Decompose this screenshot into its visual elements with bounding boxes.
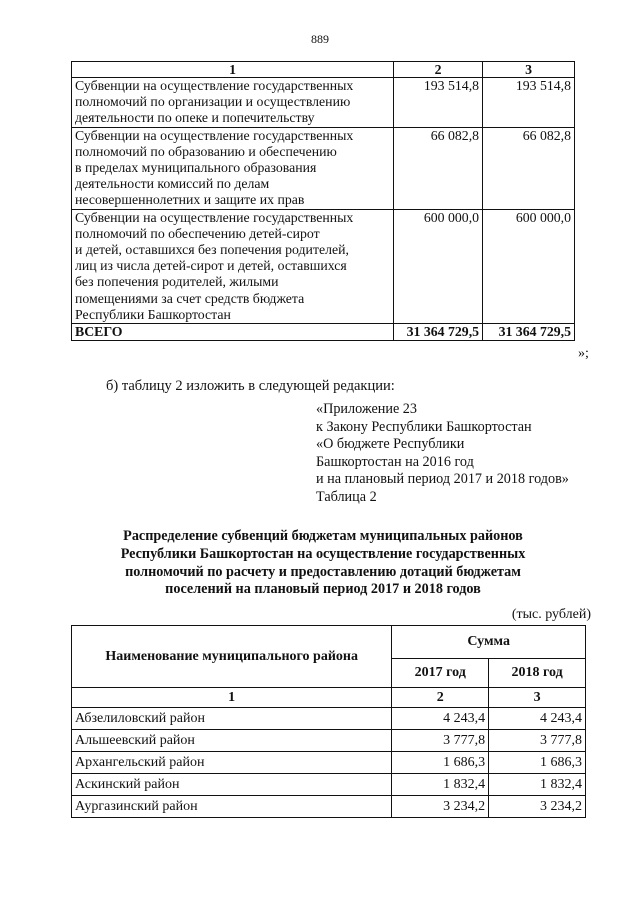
column-index-row: 1 2 3 — [72, 688, 586, 708]
value-2018: 3 777,8 — [489, 730, 586, 752]
amendment-paragraph: б) таблицу 2 изложить в следующей редакции: — [106, 378, 395, 394]
appendix-reference: «Приложение 23 к Закону Республики Башкортостан «О бюджете Республики Башкортостан на 2016 год и на плановый период 2017 и 2018 годов» Таблица 2 — [316, 401, 569, 505]
value-2018: 193 514,8 — [483, 78, 575, 128]
header-sum: Сумма — [392, 626, 586, 659]
page-number: 889 — [311, 32, 329, 46]
table-row — [72, 796, 586, 818]
row-name: Субвенции на осуществление государственных полномочий по организации и осуществлению деятельности по опеке и попечительству — [72, 78, 394, 128]
district-name: Аскинский район — [72, 774, 392, 796]
table1-header-row — [72, 62, 575, 78]
total-2018: 31 364 729,5 — [483, 324, 575, 341]
table2-title: Распределение субвенций бюджетам муниципальных районов Республики Башкортостан на осуществление государственных полномочий по расчету и предоставлению дотаций бюджетам поселений на плановый период 2017 и 2018 годов — [120, 528, 526, 598]
closing-quote: »; — [578, 346, 589, 361]
row-name: Субвенции на осуществление государственных полномочий по обеспечению детей-сирот и детей, оставшихся без попечения родителей, лиц из числа детей-сирот и детей, оставшихся без попечения родителей, жилыми помещениями за счет средств бюджета Республики Башкортостан — [72, 209, 394, 323]
header-2018: 2018 год — [489, 659, 586, 688]
value-2018: 3 234,2 — [489, 796, 586, 818]
value-2017: 3 777,8 — [392, 730, 489, 752]
value-2017: 4 243,4 — [392, 708, 489, 730]
value-2017: 600 000,0 — [394, 209, 483, 323]
value-2017: 193 514,8 — [394, 78, 483, 128]
value-2018: 4 243,4 — [489, 708, 586, 730]
value-2017: 1 686,3 — [392, 752, 489, 774]
table1-col-3: 3 — [483, 62, 575, 78]
district-name: Альшеевский район — [72, 730, 392, 752]
subventions-by-district-table — [71, 625, 586, 818]
subventions-table-continued — [71, 61, 575, 341]
table-row — [72, 774, 586, 796]
district-name: Аургазинский район — [72, 796, 392, 818]
header-2017: 2017 год — [392, 659, 489, 688]
table-row — [72, 127, 575, 209]
table-row — [72, 209, 575, 323]
value-2018: 66 082,8 — [483, 127, 575, 209]
table-row — [72, 730, 586, 752]
value-2017: 3 234,2 — [392, 796, 489, 818]
table-row — [72, 752, 586, 774]
table-row — [72, 708, 586, 730]
total-label: ВСЕГО — [72, 324, 394, 341]
value-2017: 1 832,4 — [392, 774, 489, 796]
row-name: Субвенции на осуществление государственных полномочий по образованию и обеспечению в пределах муниципального образования деятельности комиссий по делам несовершеннолетних и защите их прав — [72, 127, 394, 209]
value-2017: 66 082,8 — [394, 127, 483, 209]
value-2018: 1 832,4 — [489, 774, 586, 796]
table1-col-1: 1 — [72, 62, 394, 78]
value-2018: 600 000,0 — [483, 209, 575, 323]
district-name: Абзелиловский район — [72, 708, 392, 730]
table1-col-2: 2 — [394, 62, 483, 78]
total-2017: 31 364 729,5 — [394, 324, 483, 341]
header-district-name: Наименование муниципального района — [72, 626, 392, 688]
units-label: (тыс. рублей) — [511, 607, 591, 622]
value-2018: 1 686,3 — [489, 752, 586, 774]
table-row — [72, 78, 575, 128]
district-name: Архангельский район — [72, 752, 392, 774]
total-row — [72, 324, 575, 341]
